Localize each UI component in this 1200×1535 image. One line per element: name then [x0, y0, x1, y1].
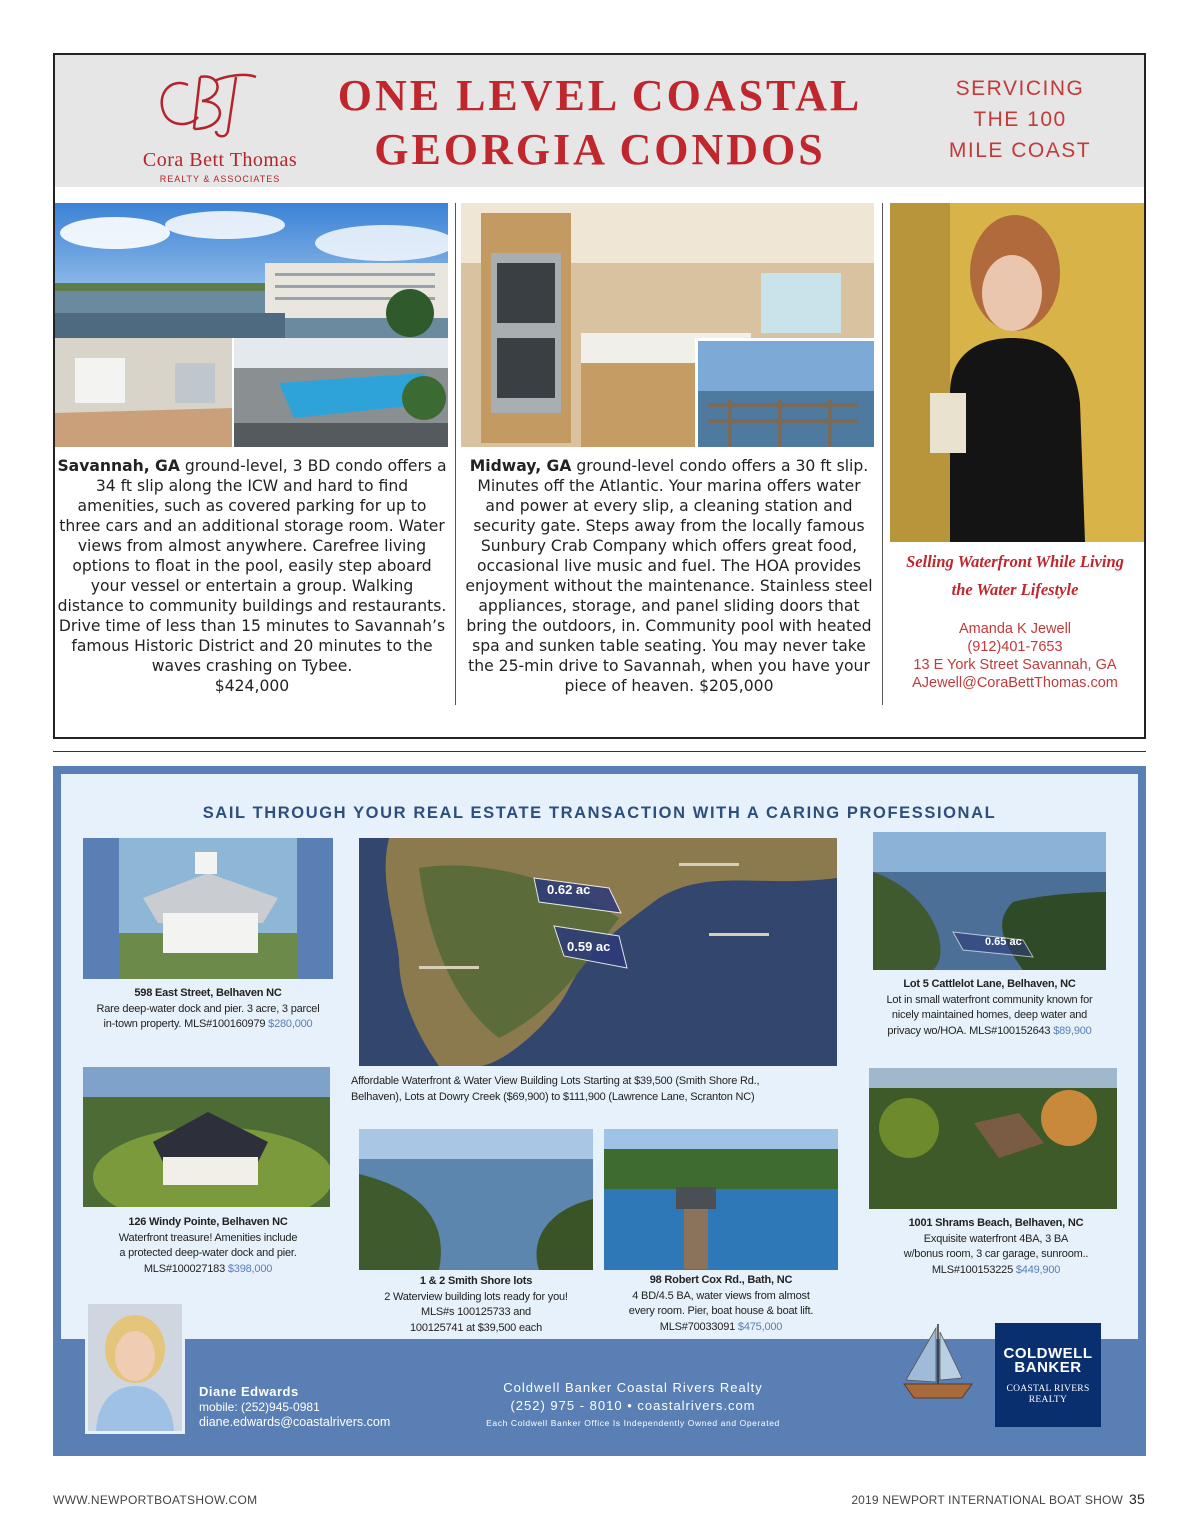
- service-line: SERVICING: [955, 77, 1085, 100]
- title-line-1: ONE LEVEL COASTAL: [337, 71, 863, 120]
- agent-name: Amanda K Jewell: [958, 621, 1072, 637]
- agent-phone[interactable]: (912)401-7653: [967, 639, 1063, 655]
- robert-cox-photo: [604, 1129, 838, 1270]
- caption-line: a protected deep-water dock and pier.: [119, 1247, 297, 1259]
- sailboat-icon: [900, 1322, 975, 1402]
- caption-price: $280,000: [268, 1018, 313, 1030]
- caption-title: 1 & 2 Smith Shore lots: [419, 1275, 533, 1287]
- windy-pointe-photo: [83, 1067, 330, 1207]
- page-number: 35: [1129, 1491, 1145, 1507]
- marina-photo: [55, 203, 448, 338]
- dock-photo: [695, 338, 874, 447]
- caption-line: Waterfront treasure! Amenities include: [118, 1231, 298, 1244]
- agent-email[interactable]: diane.edwards@coastalrivers.com: [199, 1415, 391, 1429]
- caption-line: 2 Waterview building lots ready for you!: [384, 1290, 568, 1303]
- agent-name: Diane Edwards: [199, 1384, 299, 1399]
- listing-text: ground-level, 3 BD condo offers a 34 ft slip along the ICW and hard to find amenities, such as covered parking for up to three cars and an additional storage room. Water views from almost anywhere. Carefree living options to float in the pool, easily step aboard your vessel or entertain a group. Walking distance to community buildings and restaurants. Drive time of less than 15 minutes to Savannah’s famous Historic District and 20 minutes to the waves crashing on Tybee.: [57, 457, 447, 675]
- office-phone-web[interactable]: (252) 975 - 8010 • coastalrivers.com: [510, 1398, 756, 1413]
- caption-line: w/bonus room, 3 car garage, sunroom..: [903, 1248, 1089, 1260]
- listing-caption-robert-cox: [599, 1273, 843, 1335]
- diane-photo: [85, 1301, 185, 1434]
- ad-title: SAIL THROUGH YOUR REAL ESTATE TRANSACTION WITH A CARING PROFESSIONAL: [202, 804, 997, 822]
- listing-caption-building-lots: [351, 1074, 851, 1105]
- listing-caption-shrams-beach: [871, 1216, 1121, 1278]
- listing-caption-windy-pointe: [83, 1215, 333, 1277]
- agent-mobile[interactable]: mobile: (252)945-0981: [199, 1400, 320, 1414]
- logo-subtext: [995, 1384, 1101, 1406]
- caption-title: Lot 5 Cattlelot Lane, Belhaven, NC: [903, 978, 1076, 990]
- cbt-name: Cora Bett Thomas: [142, 149, 298, 171]
- caption-price: $89,900: [1053, 1024, 1092, 1037]
- listing-price: $424,000: [214, 677, 290, 695]
- cbt-monogram-icon: [150, 67, 260, 142]
- caption-line: 4 BD/4.5 BA, water views from almost: [632, 1289, 810, 1302]
- logo-line: BANKER: [1014, 1359, 1082, 1376]
- office-name: Coldwell Banker Coastal Rivers Realty: [503, 1380, 763, 1395]
- smith-shore-photo: [359, 1129, 593, 1270]
- lot-label: 0.59 ac: [567, 939, 611, 954]
- coldwell-banker-ad: [53, 766, 1146, 1456]
- listing-caption-smith-shore: [351, 1274, 601, 1336]
- caption-line: MLS#100027183: [143, 1262, 228, 1275]
- caption-line: 100125741 at $39,500 each: [409, 1321, 543, 1334]
- office-note: Each Coldwell Banker Office Is Independently Owned and Operated: [486, 1418, 780, 1428]
- savannah-listing: [57, 456, 447, 696]
- coldwell-banker-logo: [995, 1323, 1101, 1427]
- lot-label: 0.62 ac: [547, 882, 591, 897]
- caption-line: Belhaven), Lots at Dowry Creek ($69,900) to $111,900 (Lawrence Lane, Scranton NC): [351, 1090, 755, 1103]
- caption-line: Rare deep-water dock and pier. 3 acre, 3 parcel: [96, 1002, 320, 1015]
- caption-price: $475,000: [737, 1320, 783, 1333]
- ad-header: [55, 55, 1144, 187]
- footer-url[interactable]: WWW.NEWPORTBOATSHOW.COM: [53, 1493, 258, 1507]
- title-line-2: GEORGIA CONDOS: [374, 125, 826, 174]
- caption-line: in-town property. MLS#100160979: [103, 1018, 269, 1030]
- caption-line: every room. Pier, boat house & boat lift.: [628, 1305, 814, 1317]
- caption-price: $398,000: [227, 1262, 273, 1275]
- logo-line: REALTY: [1028, 1395, 1068, 1405]
- caption-line: Lot in small waterfront community known for: [886, 993, 1093, 1006]
- living-room-photo: [55, 338, 232, 447]
- ad-title: [310, 69, 890, 177]
- cbt-logo: [95, 67, 305, 184]
- service-area: [925, 73, 1115, 166]
- agent-address: 13 E York Street Savannah, GA: [913, 657, 1117, 673]
- footer-show: [851, 1491, 1145, 1507]
- listing-caption-cattlelot: [861, 977, 1118, 1039]
- aerial-lots-photo: [359, 838, 837, 1066]
- agent-photo: [890, 203, 1144, 542]
- cbt-sub: REALTY & ASSOCIATES: [159, 174, 281, 184]
- footer-show-name: 2019 NEWPORT INTERNATIONAL BOAT SHOW: [851, 1493, 1124, 1507]
- agent-email[interactable]: AJewell@CoraBettThomas.com: [912, 675, 1118, 691]
- logo-text: [995, 1347, 1101, 1375]
- caption-price: $449,900: [1015, 1263, 1061, 1276]
- tagline-line: Selling Waterfront While Living: [906, 552, 1124, 571]
- ad-panel: [61, 774, 1138, 1339]
- listing-text: ground-level condo offers a 30 ft slip. Minutes off the Atlantic. Your marina offers water and power at every slip, a cleaning station and security gate. Steps away from the locally famous Sunbury Crab Company which offers great food, occasional live music and fuel. The HOA provides enjoyment without the maintenance. Stainless steel appliances, storage, and panel sliding doors that bring the outdoors, in. Community pool with heated spa and sunken table seating. You may never take the 25-min drive to Savannah, when you have your piece of heaven.: [465, 457, 873, 695]
- section-separator: [53, 751, 1146, 752]
- east-street-photo: [83, 838, 333, 979]
- caption-line: MLS#s 100125733 and: [421, 1306, 531, 1318]
- caption-line: MLS#100153225: [931, 1263, 1016, 1276]
- tagline-line: the Water Lifestyle: [951, 580, 1079, 599]
- midway-listing: [463, 456, 875, 696]
- column-divider: [455, 203, 456, 705]
- caption-title: 98 Robert Cox Rd., Bath, NC: [649, 1274, 793, 1286]
- agent-tagline: [890, 548, 1140, 604]
- caption-title: 1001 Shrams Beach, Belhaven, NC: [908, 1217, 1084, 1229]
- service-line: THE 100: [973, 108, 1067, 131]
- listing-caption-east-street: [83, 986, 333, 1033]
- lot-label: 0.65 ac: [985, 936, 1022, 948]
- logo-line: COASTAL RIVERS: [1006, 1384, 1090, 1394]
- pool-photo: [234, 338, 448, 447]
- caption-line: nicely maintained homes, deep water and: [891, 1009, 1088, 1021]
- column-divider: [882, 203, 883, 705]
- service-line: MILE COAST: [948, 139, 1092, 162]
- office-info: [443, 1379, 823, 1428]
- cattlelot-photo: [873, 832, 1106, 970]
- condo-ad: [53, 53, 1146, 739]
- shrams-beach-photo: [869, 1068, 1117, 1209]
- caption-title: 126 Windy Pointe, Belhaven NC: [128, 1216, 288, 1228]
- caption-title: 598 East Street, Belhaven NC: [134, 987, 282, 999]
- agent-contact: [890, 620, 1140, 692]
- caption-line: privacy wo/HOA. MLS#100152643: [887, 1024, 1054, 1037]
- listing-city: Savannah, GA: [57, 457, 180, 475]
- listing-city: Midway, GA: [469, 457, 572, 475]
- caption-line: Exquisite waterfront 4BA, 3 BA: [923, 1232, 1069, 1245]
- logo-line: COLDWELL: [1003, 1345, 1093, 1362]
- listing-price: $205,000: [699, 677, 774, 695]
- caption-line: MLS#70033091: [659, 1320, 738, 1333]
- caption-line: Affordable Waterfront & Water View Building Lots Starting at $39,500 (Smith Shore Rd.,: [351, 1075, 760, 1087]
